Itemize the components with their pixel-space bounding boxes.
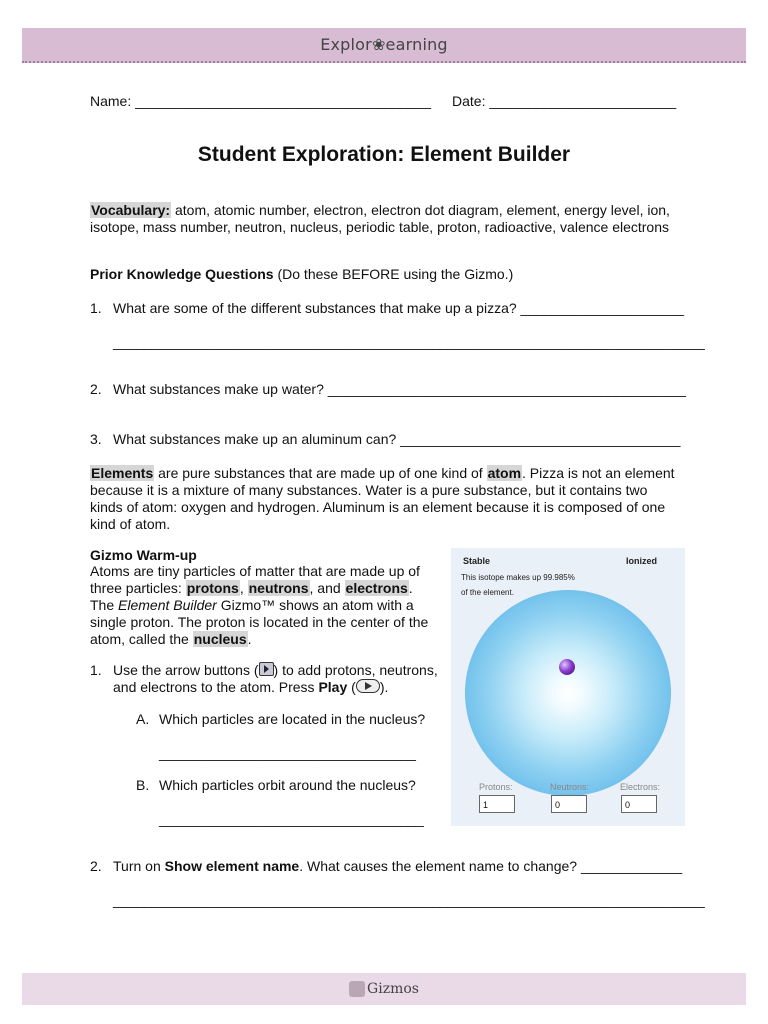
electron-orbit <box>465 590 671 796</box>
warmup-q1-text-d: ). <box>379 679 389 695</box>
neutrons-field[interactable]: 0 <box>551 795 587 813</box>
isotope-note-line-1: This isotope makes up 99.985% <box>461 573 575 582</box>
warmup-q1 <box>113 662 438 696</box>
prior-q3[interactable]: What substances make up an aluminum can? ____________________________________ <box>113 431 681 447</box>
element-builder-name: Element Builder <box>118 597 217 613</box>
vocabulary-paragraph <box>90 202 680 236</box>
warmup-q1-number: 1. <box>90 662 102 678</box>
warmup-q2-answer-line[interactable]: ____________________________________________________________________________ <box>113 892 705 908</box>
term-neutrons: neutrons <box>248 580 309 596</box>
warmup-comma-1: , <box>239 580 248 596</box>
prior-heading-text: Prior Knowledge Questions <box>90 266 274 282</box>
date-field[interactable]: Date: ________________________ <box>452 93 677 109</box>
question-b-answer-line[interactable]: __________________________________ <box>159 811 424 827</box>
gizmo-atom-screenshot <box>451 548 685 826</box>
gizmos-icon <box>349 981 365 997</box>
warmup-q2-text-b: . What causes the element name to change? _____________ <box>299 858 683 874</box>
warmup-paragraph <box>90 563 432 648</box>
play-word: Play <box>318 679 348 695</box>
show-element-name-term: Show element name <box>164 858 300 874</box>
term-nucleus: nucleus <box>193 631 247 647</box>
elements-text-2: . Pizza is not an element because it is a mixture of many substances. Water is a pure substance, but it contains two kinds of atom: oxygen and hydrogen. Aluminum is an element because it is composed of one kind of atom. <box>90 465 675 532</box>
question-b-label: B. <box>136 777 150 793</box>
warmup-q2-number: 2. <box>90 858 102 874</box>
gizmos-text: Gizmos <box>367 981 419 997</box>
term-elements: Elements <box>91 465 154 481</box>
warmup-text-3: Gizmo™ shows an atom with a single proton. The proton is located in the center of the atom, called the <box>90 597 429 647</box>
prior-q3-number: 3. <box>90 431 102 447</box>
warmup-q1-text-b: ) to add protons, neutrons, and electrons to the atom. Press <box>113 662 438 695</box>
page-header <box>22 28 746 63</box>
question-a-answer-line[interactable]: _________________________________ <box>159 745 416 761</box>
warmup-text-1: Atoms are tiny particles of matter that are made up of three particles: <box>90 563 420 596</box>
question-b: Which particles orbit around the nucleus? <box>159 777 416 793</box>
electrons-field[interactable]: 0 <box>621 795 657 813</box>
protons-label: Protons: <box>479 782 513 792</box>
warmup-q2-text-a: Turn on <box>113 858 165 874</box>
stable-label: Stable <box>463 556 491 566</box>
warmup-text-4: . <box>247 631 252 647</box>
prior-note-text: (Do these BEFORE using the Gizmo.) <box>273 266 514 282</box>
prior-q2[interactable]: What substances make up water? ______________________________________________ <box>113 381 686 397</box>
explorelearning-logo: Explor❀earning <box>320 35 448 54</box>
prior-q2-number: 2. <box>90 381 102 397</box>
neutrons-label: Neutrons: <box>550 782 590 792</box>
play-button-icon <box>356 679 380 693</box>
name-field[interactable]: Name: ______________________________________ <box>90 93 431 109</box>
proton-icon <box>559 659 575 675</box>
arrow-button-icon <box>259 662 274 676</box>
term-protons: protons <box>186 580 239 596</box>
page-footer <box>22 973 746 1005</box>
elements-paragraph <box>90 465 680 533</box>
ionized-label: Ionized <box>626 556 657 566</box>
prior-q1-answer-line[interactable]: ____________________________________________________________________________ <box>113 334 705 350</box>
prior-q1[interactable]: What are some of the different substances that make up a pizza? _____________________ <box>113 300 685 316</box>
gizmos-logo <box>349 981 419 997</box>
warmup-comma-2: , and <box>309 580 345 596</box>
warmup-heading: Gizmo Warm-up <box>90 547 197 563</box>
page-title: Student Exploration: Element Builder <box>197 143 571 166</box>
warmup-q1-text-a: Use the arrow buttons ( <box>113 662 259 678</box>
warmup-q2[interactable] <box>113 858 682 875</box>
vocabulary-label: Vocabulary: <box>91 202 171 218</box>
question-a: Which particles are located in the nucleus? <box>159 711 426 727</box>
prior-knowledge-heading <box>90 266 513 283</box>
warmup-text-2: . The <box>90 580 413 613</box>
question-a-label: A. <box>136 711 150 727</box>
electrons-label: Electrons: <box>620 782 661 792</box>
term-electrons: electrons <box>345 580 408 596</box>
protons-field[interactable]: 1 <box>479 795 515 813</box>
term-atom: atom <box>487 465 522 481</box>
isotope-note-line-2: of the element. <box>461 588 514 597</box>
vocabulary-text: atom, atomic number, electron, electron dot diagram, element, energy level, ion, isotope, mass number, neutron, nucleus, periodic table, proton, radioactive, valence electrons <box>90 202 670 235</box>
elements-text-1: are pure substances that are made up of one kind of <box>154 465 487 481</box>
prior-q1-number: 1. <box>90 300 102 316</box>
warmup-q1-text-c: ( <box>347 679 356 695</box>
